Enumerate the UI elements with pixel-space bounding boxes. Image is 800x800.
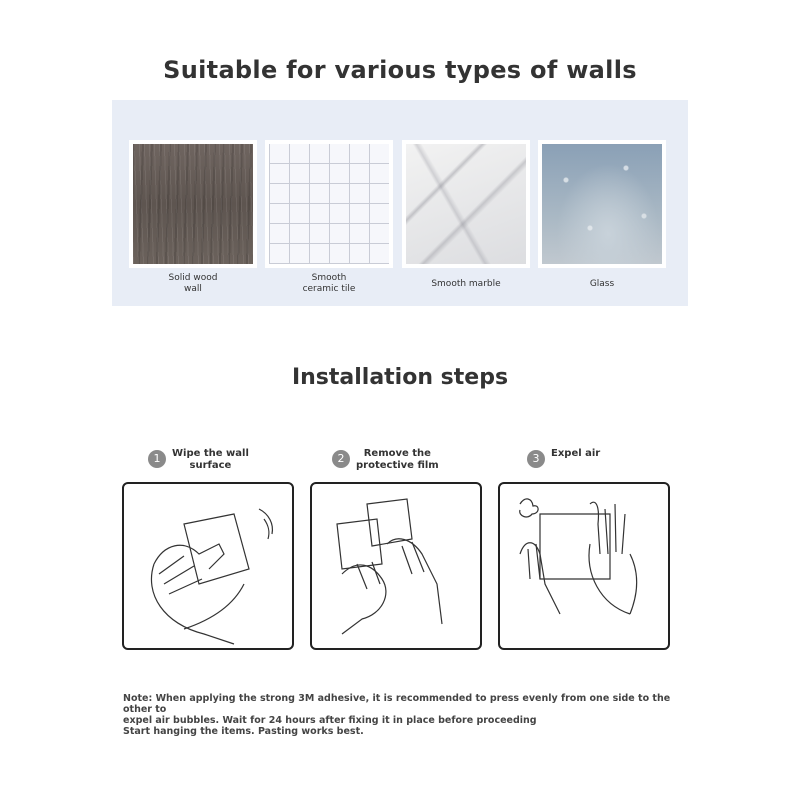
walls-panel [112,100,688,306]
step-label: Remove the protective film [356,448,439,471]
hands-peeling-film-icon [312,484,480,648]
step-header-3 [527,448,627,476]
note-line-1: Note: When applying the strong 3M adhesive, it is recommended to press evenly from one side to the other to [123,693,671,715]
wall-label: Smooth marble [431,279,501,289]
step-illustration-2 [310,482,482,650]
wall-label: Smooth ceramic tile [302,273,356,294]
step-illustration-1 [122,482,294,650]
step-number-badge: 2 [332,450,350,468]
marble-texture-image [406,144,526,264]
step-number-badge: 1 [148,450,166,468]
wood-texture-image [133,144,253,264]
ceramic-tile-texture-image [269,144,389,264]
wall-card-glass [538,140,666,268]
install-section-title: Installation steps [291,365,509,390]
step-header-1 [148,448,258,476]
glass-texture-image [542,144,662,264]
hands-pressing-icon [500,484,668,648]
step-number-badge: 3 [527,450,545,468]
installation-note [123,693,683,737]
walls-section-title: Suitable for various types of walls [163,56,637,84]
wall-label: Glass [589,279,615,289]
step-label: Wipe the wall surface [172,448,249,471]
hands-wiping-icon [124,484,292,648]
wall-card-wood [129,140,257,268]
step-illustration-3 [498,482,670,650]
step-label: Expel air [551,448,601,459]
step-header-2 [332,448,452,476]
note-line-2: expel air bubbles. Wait for 24 hours after fixing it in place before proceeding [123,715,537,726]
wall-card-tile [265,140,393,268]
wall-card-marble [402,140,530,268]
wall-label: Solid wood wall [168,273,218,294]
note-line-3: Start hanging the items. Pasting works best. [123,726,364,737]
